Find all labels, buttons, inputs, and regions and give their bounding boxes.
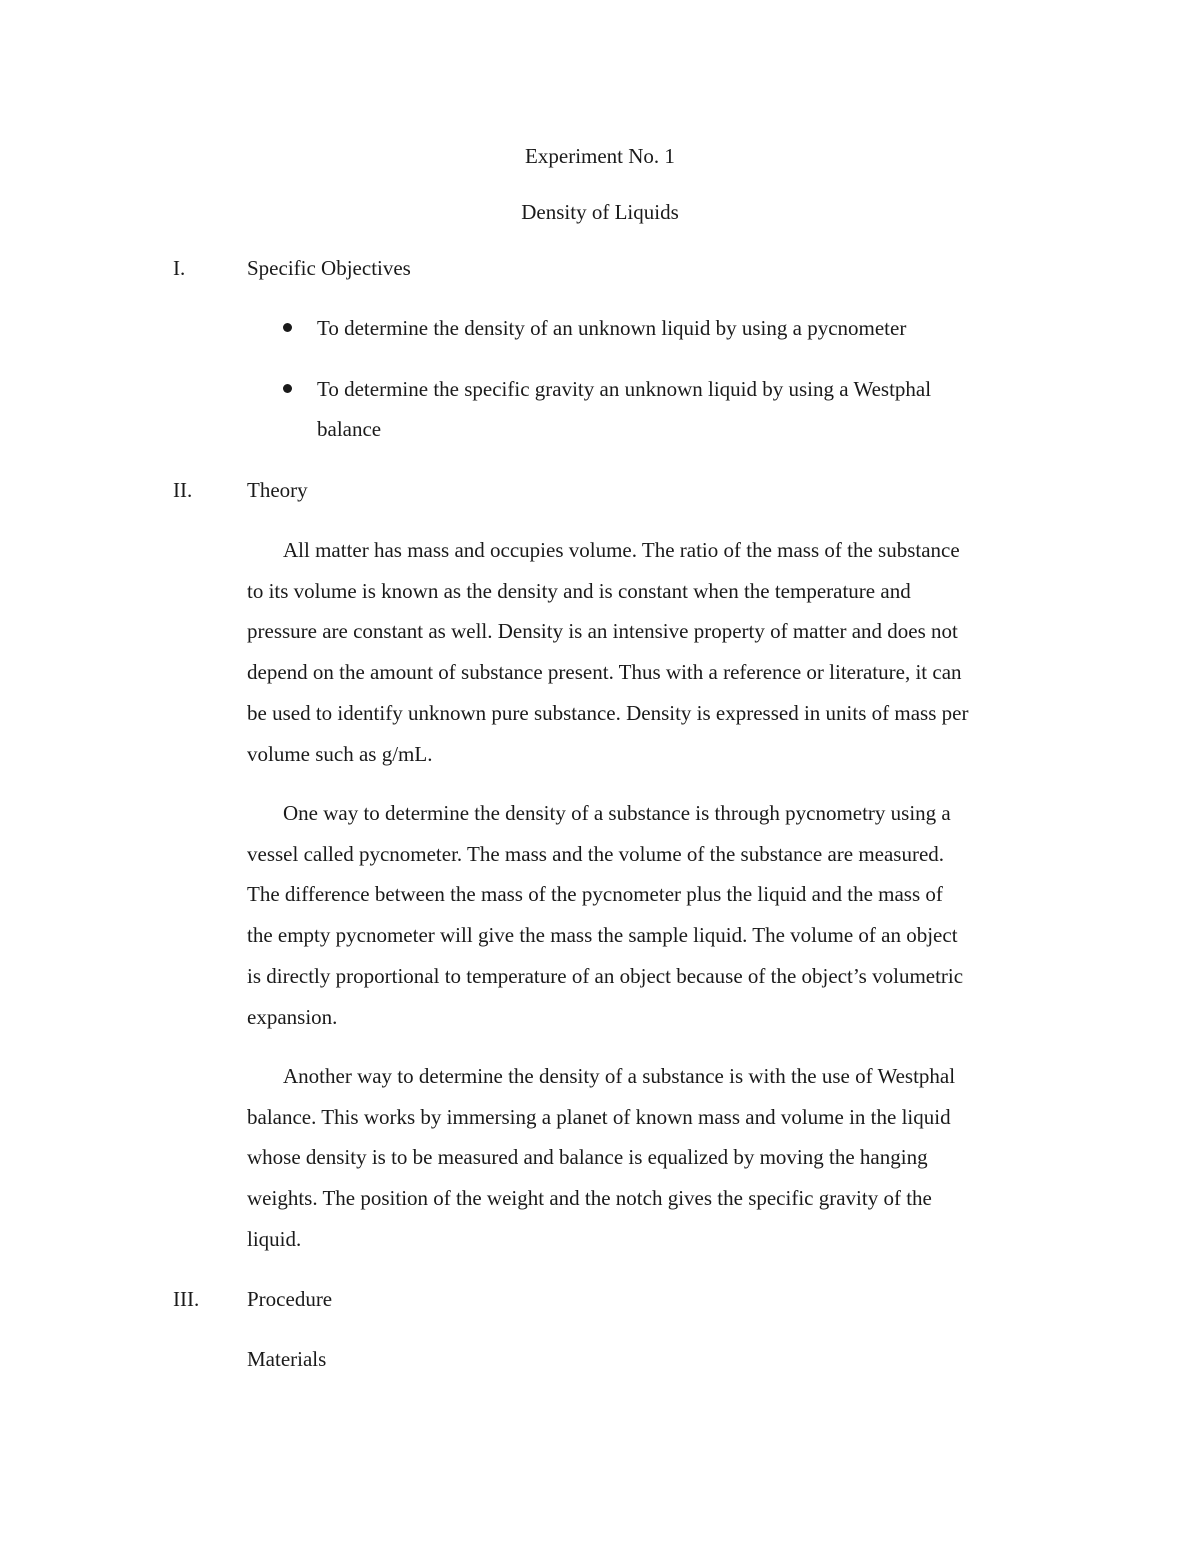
paragraph bbox=[247, 530, 1077, 774]
section-heading: Specific Objectives bbox=[247, 256, 411, 280]
paragraph-line: All matter has mass and occupies volume. The ratio of the mass of the substance bbox=[283, 538, 960, 562]
paragraph bbox=[247, 1056, 1077, 1260]
section-numeral: I. bbox=[173, 256, 186, 280]
paragraph-line: be used to identify unknown pure substance. Density is expressed in units of mass per bbox=[247, 700, 969, 725]
bullet-icon bbox=[283, 384, 292, 393]
paragraph-line: vessel called pycnometer. The mass and the volume of the substance are measured. bbox=[247, 841, 945, 866]
paragraph-line: is directly proportional to temperature of an object because of the object’s volumetric bbox=[247, 963, 964, 988]
bullet-icon bbox=[283, 323, 292, 332]
paragraph-line: whose density is to be measured and balance is equalized by moving the hanging bbox=[247, 1145, 928, 1170]
bullet-text: To determine the density of an unknown liquid by using a pycnometer bbox=[317, 316, 907, 340]
paragraph-line: pressure are constant as well. Density is an intensive property of matter and does not bbox=[247, 619, 958, 644]
paragraph-line: One way to determine the density of a substance is through pycnometry using a bbox=[283, 801, 951, 825]
paragraph-line: balance. This works by immersing a planet of known mass and volume in the liquid bbox=[247, 1104, 951, 1129]
paragraph-line: The difference between the mass of the pycnometer plus the liquid and the mass of bbox=[247, 882, 943, 907]
paragraph-line: liquid. bbox=[247, 1226, 302, 1251]
bullet-text: To determine the specific gravity an unknown liquid by using a Westphal bbox=[317, 377, 932, 401]
paragraph-line: depend on the amount of substance present. Thus with a reference or literature, it can bbox=[247, 660, 962, 685]
section-heading: Procedure bbox=[247, 1287, 333, 1311]
section-numeral: III. bbox=[173, 1287, 200, 1311]
subsection-heading: Materials bbox=[247, 1347, 327, 1371]
paragraph bbox=[247, 793, 1077, 1037]
paragraph-line: expansion. bbox=[247, 1004, 338, 1029]
bullet-text: balance bbox=[317, 417, 382, 441]
document-title: Experiment No. 1 bbox=[525, 144, 675, 168]
section-numeral: II. bbox=[173, 478, 193, 502]
paragraph-line: the empty pycnometer will give the mass the sample liquid. The volume of an object bbox=[247, 923, 958, 948]
section-heading: Theory bbox=[247, 478, 308, 502]
paragraph-line: volume such as g/mL. bbox=[247, 741, 433, 766]
paragraph-line: to its volume is known as the density and is constant when the temperature and bbox=[247, 578, 911, 603]
paragraph-line: weights. The position of the weight and the notch gives the specific gravity of the bbox=[247, 1186, 932, 1211]
paragraph-line: Another way to determine the density of a substance is with the use of Westphal bbox=[283, 1064, 956, 1088]
document-subtitle: Density of Liquids bbox=[521, 200, 679, 224]
